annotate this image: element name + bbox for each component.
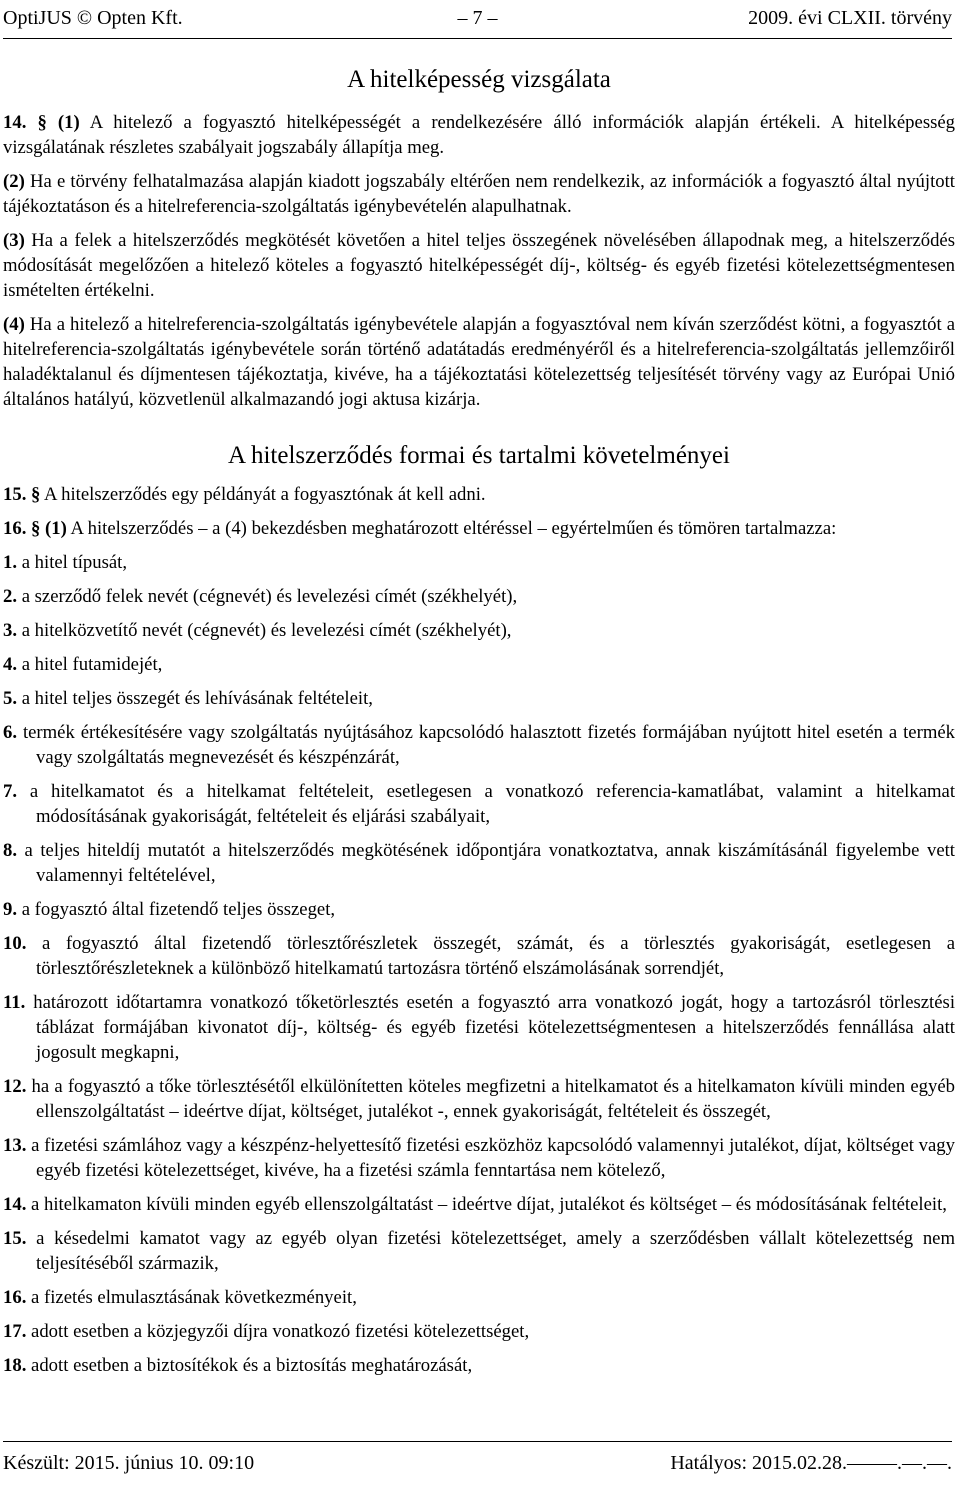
paragraph-number: 16. § (1) — [3, 518, 67, 539]
list-item — [3, 1285, 955, 1310]
list-item — [3, 686, 955, 711]
footer-effective: Hatályos: 2015.02.28.–––––.––.––. — [670, 1452, 952, 1474]
paragraph-text: Ha a hitelező a hitelreferencia-szolgáltatás igénybevétele alapján a fogyasztóval nem kíván szerződést kötni, a fogyasztót a hitelreferencia-szolgáltatás igénybevétele során történő adatátadás eredményéről és a hitelreferencia-szolgáltatás jellemzőiről haladéktalanul és díjmentesen tájékoztatja, kivéve, ha a tájékoztatási kötelezettség teljesítését törvény vagy az Európai Unió általános hatályú, közvetlenül alkalmazandó jogi aktusa kizárja. — [3, 314, 955, 410]
item-text: adott esetben a közjegyzői díjra vonatkozó fizetési kötelezettséget, — [31, 1321, 530, 1342]
list-item — [3, 1192, 955, 1217]
list-item — [3, 584, 955, 609]
list-item — [3, 1353, 955, 1378]
list-item — [3, 990, 955, 1065]
item-number: 7. — [3, 781, 18, 802]
list-item — [3, 652, 955, 677]
item-number: 11. — [3, 992, 26, 1013]
item-text: a hitel típusát, — [21, 552, 128, 573]
paragraph-16-1 — [3, 516, 955, 541]
item-number: 5. — [3, 688, 18, 709]
item-text: a hitelkamatot és a hitelkamat feltételeit, esetlegesen a vonatkozó referencia-kamatlábat, valamint a hitelkamat módosításának gyakoriságát, feltételeit és eljárási szabályait, — [29, 781, 956, 827]
document-body — [3, 58, 955, 1387]
paragraph-number: (4) — [3, 314, 25, 335]
list-item — [3, 1074, 955, 1124]
item-text: a fogyasztó által fizetendő teljes összeget, — [21, 899, 336, 920]
item-text: határozott időtartamra vonatkozó tőketörlesztés esetén a fogyasztó arra vonatkozó jogát, hogy a tartozásról törlesztési táblázat formájában kivonatot díj-, költség- és egyéb fizetési kötelezettségmentesen a hitelszerződés fennállása alatt jogosult megkapni, — [33, 992, 956, 1063]
list-item — [3, 550, 955, 575]
list-item — [3, 720, 955, 770]
page-footer — [3, 1441, 952, 1485]
paragraph-15 — [3, 482, 955, 507]
page-header — [3, 0, 952, 39]
item-number: 15. — [3, 1228, 27, 1249]
item-text: a teljes hiteldíj mutatót a hitelszerződés megkötésének időpontjára vonatkoztatva, annak kiszámításánál figyelembe vett valamennyi feltételével, — [24, 840, 956, 886]
item-text: termék értékesítésére vagy szolgáltatás nyújtásához kapcsolódó halasztott fizetés formájában nyújtott hitel esetén a termék vagy szolgáltatás megnevezését és készpénzárát, — [22, 722, 955, 768]
item-text: ha a fogyasztó a tőke törlesztésétől elkülönítetten köteles megfizetni a hitelkamatot és a hitelkamaton kívüli minden egyéb ellenszolgáltatást – ideértve díjat, költséget, jutalékot -, ennek gyakoriságát, feltételeit és összegét, — [31, 1076, 956, 1122]
list-item — [3, 1133, 955, 1183]
item-text: a fizetési számlához vagy a készpénz-helyettesítő fizetési eszközhöz kapcsolódó valamennyi jutalékot, díjat, költséget vagy egyéb fizetési kötelezettséget, kivéve, ha a fizetési számla fenntartása nem kötelező, — [31, 1135, 955, 1181]
item-number: 8. — [3, 840, 18, 861]
list-item — [3, 838, 955, 888]
item-text: a hitel futamidejét, — [21, 654, 163, 675]
item-number: 10. — [3, 933, 27, 954]
item-number: 2. — [3, 586, 18, 607]
item-number: 17. — [3, 1321, 27, 1342]
item-number: 1. — [3, 552, 18, 573]
paragraph-text: Ha e törvény felhatalmazása alapján kiadott jogszabály eltérően nem rendelkezik, az információk a fogyasztó által nyújtott tájékoztatáson és a hitelreferencia-szolgáltatás igénybevételén alapulhatnak. — [3, 171, 955, 217]
list-item — [3, 931, 955, 981]
item-text: a fizetés elmulasztásának következményeit, — [31, 1287, 357, 1308]
item-number: 18. — [3, 1355, 27, 1376]
item-text: a hitel teljes összegét és lehívásának feltételeit, — [21, 688, 373, 709]
item-text: a hitelkamaton kívüli minden egyéb ellenszolgáltatást – ideértve díjat, jutalékot és költséget – és módosításának feltételeit, — [31, 1194, 947, 1215]
list-item — [3, 1226, 955, 1276]
paragraph-number: 14. § (1) — [3, 112, 80, 133]
item-number: 3. — [3, 620, 18, 641]
header-publisher: OptiJUS © Opten Kft. — [3, 7, 183, 29]
paragraph-number: (3) — [3, 230, 25, 251]
item-number: 4. — [3, 654, 18, 675]
item-number: 13. — [3, 1135, 27, 1156]
paragraph-text: A hitelszerződés egy példányát a fogyasztónak át kell adni. — [40, 484, 486, 505]
item-number: 16. — [3, 1287, 27, 1308]
paragraph-text: A hitelező a fogyasztó hitelképességét a rendelkezésére álló információk alapján értékeli. A hitelképesség vizsgálatának részletes szabályait jogszabály állapítja meg. — [3, 112, 955, 158]
paragraph-number: (2) — [3, 171, 25, 192]
paragraph-14-1 — [3, 110, 955, 160]
list-item — [3, 779, 955, 829]
list-item — [3, 1319, 955, 1344]
list-item — [3, 618, 955, 643]
paragraph-14-2 — [3, 169, 955, 219]
item-number: 12. — [3, 1076, 27, 1097]
item-number: 9. — [3, 899, 18, 920]
section-title-creditworthiness: A hitelképesség vizsgálata — [347, 66, 611, 93]
paragraph-text: A hitelszerződés – a (4) bekezdésben meghatározott eltéréssel – egyértelműen és tömören tartalmazza: — [66, 518, 837, 539]
section-title-contract-requirements: A hitelszerződés formai és tartalmi követelményei — [228, 442, 730, 469]
paragraph-text: Ha a felek a hitelszerződés megkötését követően a hitel teljes összegének növelésében állapodnak meg, a hitelszerződés módosítását megelőzően a hitelező köteles a fogyasztó hitelképességét díj-, költség- és egyéb fizetési kötelezettségmentesen ismételten értékelni. — [3, 230, 955, 301]
item-text: adott esetben a biztosítékok és a biztosítás meghatározását, — [31, 1355, 473, 1376]
paragraph-number: 15. § — [3, 484, 41, 505]
item-number: 6. — [3, 722, 18, 743]
item-text: a szerződő felek nevét (cégnevét) és levelezési címét (székhelyét), — [21, 586, 518, 607]
list-item — [3, 897, 955, 922]
contract-content-list — [3, 550, 955, 1378]
item-text: a késedelmi kamatot vagy az egyéb olyan fizetési kötelezettséget, amely a szerződésben vállalt kötelezettség nem teljesítéséből származik, — [36, 1228, 956, 1274]
footer-created: Készült: 2015. június 10. 09:10 — [3, 1452, 255, 1474]
header-page-number: – 7 – — [457, 7, 498, 29]
paragraph-14-3 — [3, 228, 955, 303]
item-text: a fogyasztó által fizetendő törlesztőrészletek összegét, számát, és a törlesztés gyakoriságát, esetlegesen a törlesztőrészleteknek a különböző hitelkamatú tartozásra történő elszámolásának sorrendjét, — [36, 933, 956, 979]
item-text: a hitelközvetítő nevét (cégnevét) és levelezési címét (székhelyét), — [21, 620, 512, 641]
header-law-title: 2009. évi CLXII. törvény — [748, 7, 952, 29]
paragraph-14-4 — [3, 312, 955, 412]
item-number: 14. — [3, 1194, 27, 1215]
